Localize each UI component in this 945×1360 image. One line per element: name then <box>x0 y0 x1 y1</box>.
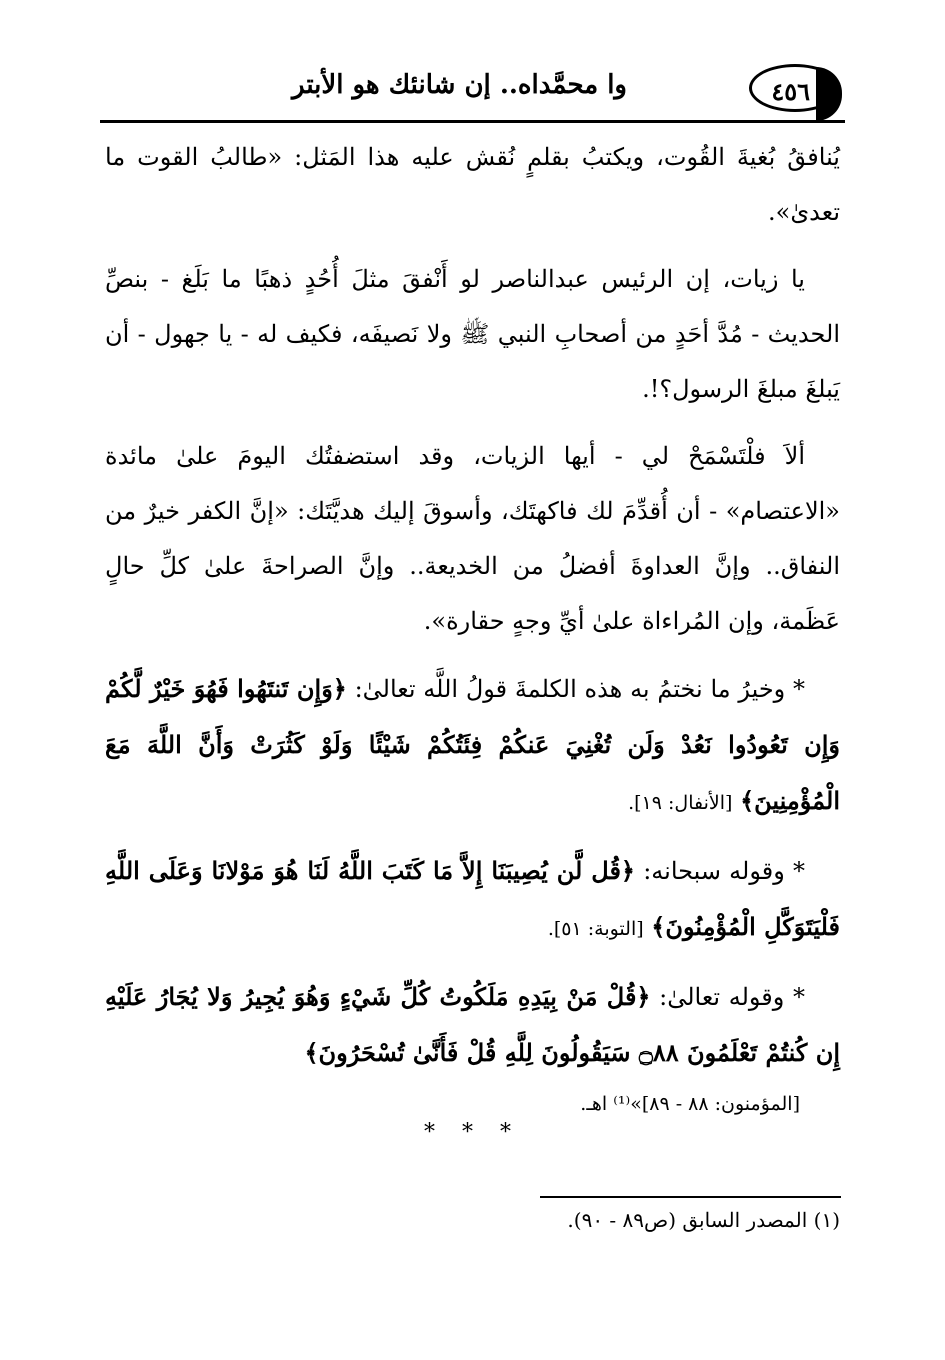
verse-reference-muminun: [المؤمنون: ٨٨ - ٨٩]»⁽¹⁾ اهـ. <box>580 1093 800 1115</box>
paragraph-6 <box>105 969 840 1081</box>
paragraph-4-intro: * وخيرُ ما نختمُ به هذه الكلمةَ قولُ اللَّه تعالىٰ: <box>354 675 805 703</box>
footnote-divider <box>540 1196 841 1198</box>
paragraph-2: يا زيات، إن الرئيس عبدالناصر لو أَنْفقَ مثلَ أُحُدٍ ذهبًا ما بَلَغ - بنصِّ الحديث - مُدَّ أحَدٍ من أصحابِ النبي ﷺ ولا نَصيفَه، فكيف له - يا جهول - أن يَبلغَ مبلغَ الرسول؟!. <box>105 265 840 403</box>
running-title: وا محمَّداه.. إن شانئك هو الأبتر <box>291 70 627 100</box>
quran-verse-muminun: ﴿قُلْ مَنْ بِيَدِهِ مَلَكُوتُ كُلِّ شَيْءٍ وَهُوَ يُجِيرُ وَلا يُجَارُ عَلَيْهِ إِن كُنتُمْ تَعْلَمُونَ ۝٨٨ سَيَقُولُونَ لِلَّهِ قُلْ فَأَنَّىٰ تُسْحَرُونَ﴾ <box>105 982 840 1067</box>
paragraph-5 <box>105 843 840 957</box>
verse-reference-anfal: [الأنفال: ١٩]. <box>628 792 733 814</box>
badge-cap-shape <box>816 67 842 121</box>
verse-reference-tawba: [التوبة: ٥١]. <box>547 918 644 940</box>
page-header <box>100 62 845 120</box>
paragraph-6-intro: * وقوله تعالىٰ: <box>659 983 805 1011</box>
page-number: ٤٥٦ <box>771 77 810 106</box>
paragraph-4 <box>105 661 840 831</box>
quran-verse-anfal: ﴿وَإِن تَنتَهُوا فَهُوَ خَيْرٌ لَّكُمْ وَإِن تَعُودُوا نَعُدْ وَلَن تُغْنِيَ عَنكُمْ فِئَتُكُمْ شَيْئًا وَلَوْ كَثُرَتْ وَأَنَّ اللَّهَ مَعَ الْمُؤْمِنِينَ﴾ <box>105 674 840 815</box>
footnote: (١) المصدر السابق (ص٨٩ - ٩٠). <box>567 1208 840 1232</box>
paragraph-5-intro: * وقوله سبحانه: <box>643 857 805 885</box>
page-number-badge <box>749 64 841 112</box>
quran-verse-tawba: ﴿قُل لَّن يُصِيبَنَا إِلاَّ مَا كَتَبَ اللَّهُ لَنَا هُوَ مَوْلانَا وَعَلَى اللَّهِ فَلْيَتَوَكَّلِ الْمُؤْمِنُونَ﴾ <box>105 856 840 941</box>
header-divider <box>100 120 845 123</box>
main-text <box>105 130 840 1119</box>
paragraph-3: ألاَ فلْتَسْمَحْ لي - أيها الزيات، وقد استضفتُك اليومَ علىٰ مائدة «الاعتصام» - أن أُقدِّمَ لك فاكهتَك، وأسوقَ إليك هديَّتَك: «إنَّ الكفر خيرٌ من النفاق.. وإنَّ العداوةَ أفضلُ من الخديعة.. وإنَّ الصراحةَ علىٰ كلِّ حالٍ عَظَمة، وإن المُراءاة علىٰ أيِّ وجهٍ حقارة». <box>105 442 840 635</box>
paragraph-1: يُنافقُ بُغيةَ القُوت، ويكتبُ بقلمٍ نُقش عليه هذا المَثل: «طالبُ القوت ما تعدىٰ». <box>105 143 840 226</box>
section-separator: * * * <box>424 1120 521 1145</box>
